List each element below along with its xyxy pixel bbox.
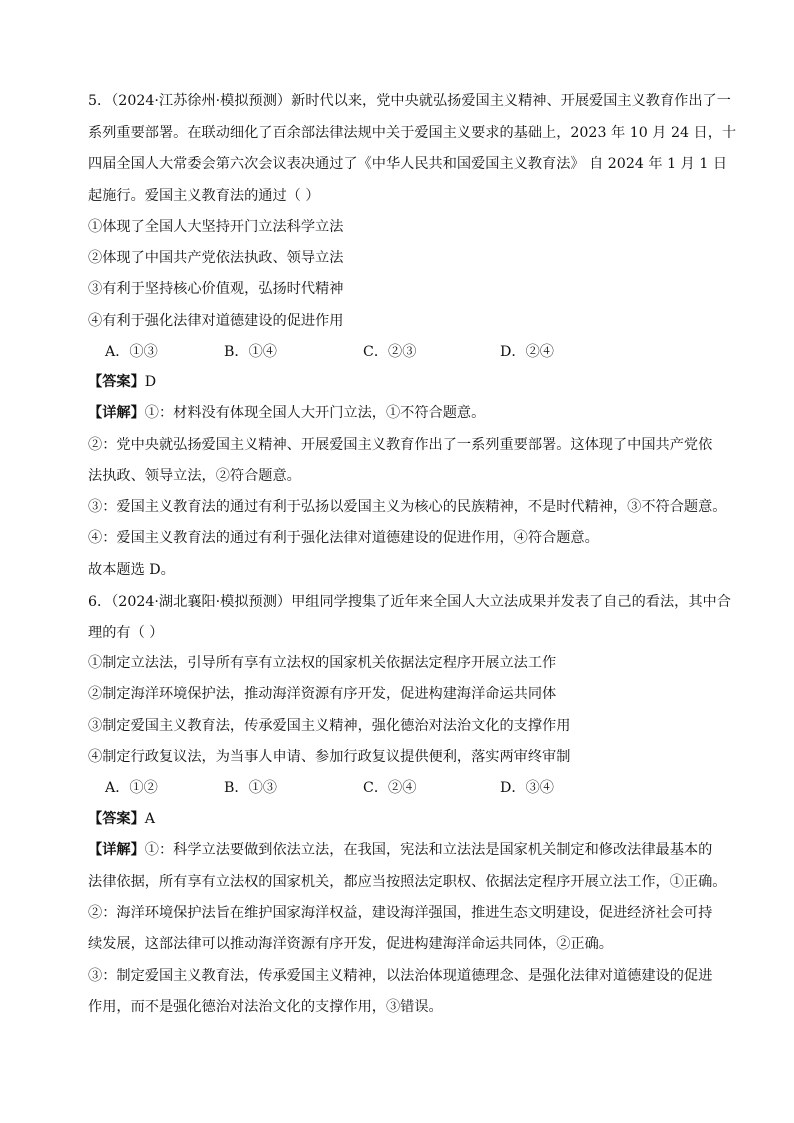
- q6-analysis-line-2: 法律依据，所有享有立法权的国家机关，都应当按照法定职权、依据法定程序开展立法工作，①正确。: [88, 874, 727, 890]
- q5-analysis-line-2: ②：党中央就弘扬爱国主义精神、开展爱国主义教育作出了一系列重要部署。这体现了中国共产党依: [88, 437, 713, 453]
- q6-stem-line-2: 理的有（ ）: [88, 625, 164, 641]
- q5-analysis-line-1: [88, 403, 718, 423]
- q5-item-4: ④有利于强化法律对道德建设的促进作用: [88, 313, 344, 329]
- q6-analysis-line-5: ③：制定爱国主义教育法，传承爱国主义精神，以法治体现道德理念、是强化法律对道德建设的促进: [88, 968, 713, 984]
- q5-analysis-text-1: ①：材料没有体现全国人大开门立法，①不符合题意。: [144, 405, 486, 421]
- q6-stem-line-1: 6．（2024·湖北襄阳·模拟预测）甲组同学搜集了近年来全国人大立法成果并发表了自己的看法，其中合: [88, 594, 731, 610]
- q6-option-a: A．①②: [105, 780, 158, 796]
- q5-analysis-line-5: ④：爱国主义教育法的通过有利于强化法律对道德建设的促进作用，④符合题意。: [88, 530, 599, 546]
- q5-item-3: ③有利于坚持核心价值观，弘扬时代精神: [88, 281, 344, 297]
- q5-analysis-label: 【详解】: [88, 405, 145, 421]
- q6-analysis-line-6: 作用，而不是强化德治对法治文化的支撑作用，③错误。: [88, 999, 443, 1015]
- q6-analysis-line-4: 续发展，这部法律可以推动海洋资源有序开发，促进构建海洋命运共同体，②正确。: [88, 936, 613, 952]
- q5-stem-line-4: 起施行。爱国主义教育法的通过（ ）: [88, 188, 320, 204]
- q5-stem-line-3: 四届全国人大常委会第六次会议表决通过了《中华人民共和国爱国主义教育法》 自 2024 年 1 月 1 日: [88, 156, 728, 172]
- q6-answer-label: 【答案】: [88, 811, 145, 827]
- q5-option-d: D．②④: [500, 344, 554, 360]
- q5-answer: [88, 372, 718, 392]
- q5-item-2: ②体现了中国共产党依法执政、领导立法: [88, 250, 344, 266]
- q5-analysis-line-3: 法执政、领导立法，②符合题意。: [88, 468, 301, 484]
- q6-option-c: C．②④: [363, 780, 417, 796]
- q6-item-1: ①制定立法法，引导所有享有立法权的国家机关依据法定程序开展立法工作: [88, 655, 557, 671]
- q6-answer: [88, 809, 718, 829]
- q6-option-d: D．③④: [500, 780, 554, 796]
- q6-answer-value: A: [144, 811, 156, 827]
- q6-item-2: ②制定海洋环境保护法，推动海洋资源有序开发，促进构建海洋命运共同体: [88, 686, 557, 702]
- q6-analysis-label: 【详解】: [88, 842, 145, 858]
- q5-option-a: A．①③: [105, 344, 158, 360]
- q6-item-3: ③制定爱国主义教育法，传承爱国主义精神，强化德治对法治文化的支撑作用: [88, 718, 571, 734]
- q5-option-b: B．①④: [224, 344, 277, 360]
- q6-analysis-line-1: [88, 840, 718, 860]
- q6-analysis-text-1: ①：科学立法要做到依法立法，在我国，宪法和立法法是国家机关制定和修改法律最基本的: [144, 842, 713, 858]
- q6-option-b: B．①③: [224, 780, 277, 796]
- q6-analysis-line-3: ②：海洋环境保护法旨在维护国家海洋权益，建设海洋强国，推进生态文明建设，促进经济社会可持: [88, 905, 713, 921]
- q5-answer-value: D: [144, 374, 157, 390]
- q5-item-1: ①体现了全国人大坚持开门立法科学立法: [88, 219, 344, 235]
- q5-analysis-line-4: ③：爱国主义教育法的通过有利于弘扬以爱国主义为核心的民族精神，不是时代精神，③不符合题意。: [88, 499, 727, 515]
- q6-item-4: ④制定行政复议法，为当事人申请、参加行政复议提供便利，落实两审终审制: [88, 749, 571, 765]
- q5-stem-line-1: 5．（2024·江苏徐州·模拟预测）新时代以来，党中央就弘扬爱国主义精神、开展爱国主义教育作出了一: [88, 93, 731, 109]
- q5-analysis-line-6: 故本题选 D。: [88, 562, 175, 578]
- q5-option-c: C．②③: [363, 344, 417, 360]
- q5-answer-label: 【答案】: [88, 374, 145, 390]
- q5-stem-line-2: 系列重要部署。在联动细化了百余部法律法规中关于爱国主义要求的基础上，2023 年 10 月 24 日，十: [88, 125, 737, 141]
